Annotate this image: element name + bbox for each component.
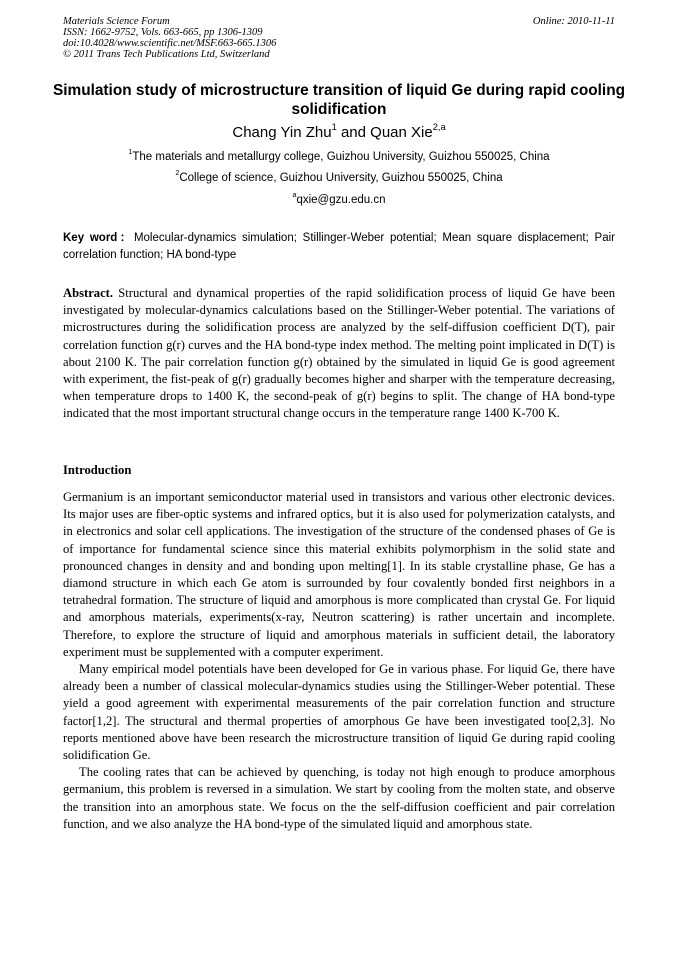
affil-text: College of science, Guizhou University, Guizhou 550025, China [179, 172, 503, 184]
abstract-text: Structural and dynamical properties of the rapid solidification process of liquid Ge have been investigated by molecular-dynamics calculations based on the Stillinger-Weber potential. The variations of microstructures during the solidification process are analyzed by the self-diffusion coefficient D(T), pair correlation function g(r) curves and the HA bond-type index method. The melting point implicated in D(T) is about 2100 K. The pair correlation function g(r) obtained by the simulated in liquid Ge is good agreement with experiment, the fist-peak of g(r) gradually becomes higher and sharper with the temperature decreasing, when temperature drops to 1400 K, the second-peak of g(r) begins to split. The change of HA bond-type indicated that the most important structural change occurs in the temperature range 1400 K-700 K. [63, 286, 615, 421]
introduction-body [63, 489, 615, 833]
doi-line: doi:10.4028/www.scientific.net/MSF.663-665.1306 [63, 38, 277, 49]
keywords-text: Molecular-dynamics simulation; Stillinger-Weber potential; Mean square displacement; Pair correlation function; HA bond-type [63, 232, 615, 261]
affiliation-1 [40, 150, 638, 164]
intro-paragraph-3: The cooling rates that can be achieved by quenching, is today not high enough to produce amorphous germanium, this problem is reversed in a simulation. We start by cooling from the molten state, and observe the transition into an amorphous state. We focus on the the self-diffusion coefficient and pair correlation function, and we also analyze the HA bond-type of the simulated liquid and amorphous state. [63, 765, 615, 831]
affiliation-2 [40, 171, 638, 185]
section-heading-introduction: Introduction [63, 463, 132, 477]
online-date: Online: 2010-11-11 [532, 16, 615, 27]
email-marker: a [292, 191, 297, 200]
affil-marker: 1 [128, 148, 133, 157]
intro-paragraph-2: Many empirical model potentials have been developed for Ge in various phase. For liquid Ge, there have already been a number of classical molecular-dynamics studies using the Stillinger-Weber potential. These yield a good agreement with experimental measurements of the pair correlation function and structure factor[1,2]. The structural and thermal properties of amorphous Ge have been investigated too[2,3]. No reports mentioned above have been research the microstructure transition of liquid Ge during rapid cooling solidification Ge. [63, 662, 615, 763]
author-line [40, 121, 638, 142]
copyright-line: © 2011 Trans Tech Publications Ltd, Switzerland [63, 49, 270, 60]
issn-line: ISSN: 1662-9752, Vols. 663-665, pp 1306-1309 [63, 27, 263, 38]
journal-name: Materials Science Forum [63, 16, 170, 27]
author-affil-marker: 2,a [432, 121, 446, 132]
author-name: Quan Xie [370, 124, 433, 141]
abstract-label: Abstract. [63, 286, 114, 300]
keywords-label: Key word [63, 232, 118, 244]
affil-text: The materials and metallurgy college, Guizhou University, Guizhou 550025, China [132, 151, 550, 163]
keywords-separator: ： [117, 232, 134, 244]
author-conjunction: and [336, 124, 371, 141]
corresponding-email [40, 193, 638, 207]
abstract [63, 285, 615, 423]
author-affil-marker: 1 [331, 121, 337, 132]
email-text: qxie@gzu.edu.cn [296, 194, 386, 206]
keywords [63, 230, 615, 264]
intro-paragraph-1: Germanium is an important semiconductor material used in transistors and various other electronic devices. Its major uses are fiber-optic systems and infrared optics, but it is also used for polymerization catalysts, and in electronics and solar cell applications. The investigation of the structure of the condensed phases of Ge is of importance for fundamental science since this material exhibits polymorphism in the solid state and pronounced changes in density and and bonding upon melting[1]. In its stable crystalline phase, Ge has a diamond structure in which each Ge atom is surrounded by four covalently bonded first neighbors in a tetrahedral formation. The structure of liquid and amorphous is more complicated than crystal Ge. For liquid and amorphous materials, experiments(x-ray, Neutron scattering) is rather uncertain and incomplete. Therefore, to explore the structure of liquid and amorphous materials in sufficient detail, the laboratory experiment must be supplemented with a computer experiment. [63, 490, 615, 659]
paper-title: Simulation study of microstructure transition of liquid Ge during rapid cooling solidification [52, 82, 626, 118]
journal-header [63, 16, 615, 60]
author-name: Chang Yin Zhu [232, 124, 332, 141]
affil-marker: 2 [175, 169, 180, 178]
